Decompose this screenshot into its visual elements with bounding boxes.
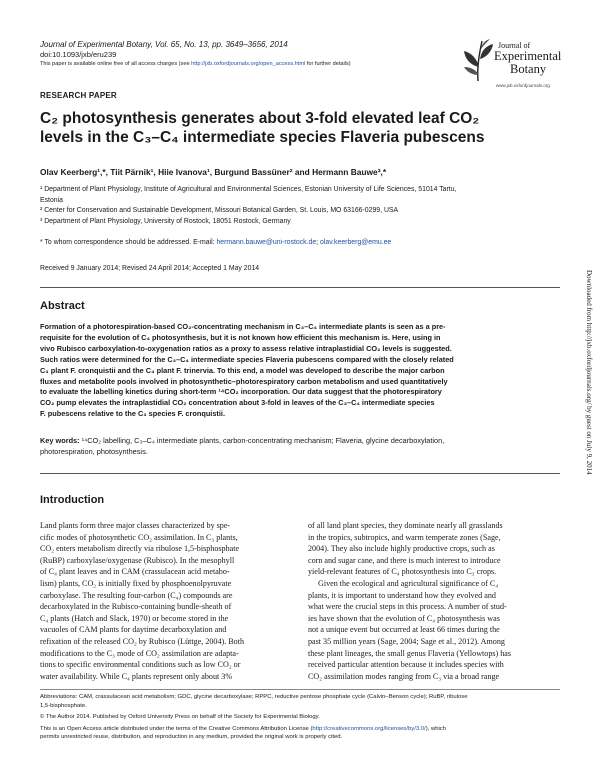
email-link-2[interactable]: olav.keerberg@emu.ee bbox=[320, 239, 392, 246]
abstract-line: Formation of a photorespiration-based CO₂-concentrating mechanism in C₃–C₄ intermediate plants is seen as a pre- bbox=[40, 322, 446, 331]
affiliation-1-cont: Estonia bbox=[40, 196, 63, 204]
download-side-note: Downloaded from http://jxb.oxfordjournals.org/ by guest on July 9, 2014 bbox=[585, 270, 593, 475]
intro-line: CO₂ assimilation modes ranging from C₃ via a broad range bbox=[308, 671, 500, 681]
copyright: © The Author 2014. Published by Oxford University Press on behalf of the Society for Experimental Biology. bbox=[40, 714, 320, 720]
intro-line: in the tropics, subtropics, and warm temperate zones (Sage, bbox=[308, 532, 501, 542]
affiliation-1: ¹ Department of Plant Physiology, Institute of Agricultural and Environmental Sciences, Estonian University of Life Sciences, 51014 Tartu, bbox=[40, 186, 457, 193]
logo-url: www.jxb.oxfordjournals.org bbox=[496, 83, 550, 88]
intro-line: yield-relevant features of C₄ photosynthesis into C₃ crops. bbox=[308, 567, 497, 577]
intro-line: not a unique event but occurred at least 66 times during the bbox=[308, 625, 500, 635]
license-line-2: permits unrestricted reuse, distribution, and reproduction in any medium, provided the original work is properly cited. bbox=[40, 734, 343, 740]
intro-line: refixation of the released CO₂ by Rubisco (Lüttge, 2004). Both bbox=[40, 636, 244, 646]
abstract-top-divider bbox=[40, 287, 560, 288]
intro-line: Land plants form three major classes characterized by spe- bbox=[40, 521, 231, 530]
keywords-line-2: photorespiration, photosynthesis. bbox=[40, 447, 148, 456]
intro-line: tions to specific environmental conditions such as low CO₂ or bbox=[40, 660, 241, 670]
abstract-line: vivo Rubisco carboxylation-to-oxygenation ratios as a proxy to assess relative intraplastidial CO₂ levels is suggested. bbox=[40, 343, 452, 353]
abstract-line: Such ratios were determined for the C₃–C₄ intermediate species Flaveria pubescens compared with the closely related bbox=[40, 354, 454, 364]
license-link[interactable]: http://creativecommons.org/licenses/by/3.0/ bbox=[312, 725, 426, 732]
keywords-line-1: ¹⁴CO₂ labelling, C₃–C₄ intermediate plants, carbon-concentrating mechanism; Flaveria, glycine decarboxylation, bbox=[81, 436, 445, 445]
correspondence: * To whom correspondence should be addressed. E-mail: hermann.bauwe@uni-rostock.de; olav.keerberg@emu.ee bbox=[40, 239, 392, 246]
logo-line1: Journal of bbox=[498, 41, 531, 50]
intro-line: (RuBP) carboxylase/oxygenase (Rubisco). In the mesophyll bbox=[40, 555, 235, 565]
footnote-divider bbox=[40, 689, 560, 690]
open-access-link[interactable]: http://jxb.oxfordjournals.org/open_access.html bbox=[191, 61, 306, 67]
logo-line3: Botany bbox=[510, 62, 547, 76]
plant-logo-icon bbox=[460, 37, 496, 83]
email-link-1[interactable]: hermann.bauwe@uni-rostock.de bbox=[216, 239, 317, 246]
abstract-line: F. pubescens relative to the C₃ species F. cronquistii. bbox=[40, 409, 226, 419]
intro-line: lism) plants, CO₂ is initially fixed by phosphoenolpyruvate bbox=[40, 578, 232, 588]
access-note: This paper is available online free of all access charges (see http://jxb.oxfordjournals.org/open_access.html for further details) bbox=[40, 61, 351, 67]
intro-line: of C₄ plant leaves and in CAM (crassulacean acid metabo- bbox=[40, 567, 230, 577]
intro-line: of all land plant species, they dominate nearly all grasslands bbox=[308, 521, 503, 530]
abstract-heading: Abstract bbox=[40, 300, 85, 312]
page-title bbox=[40, 109, 560, 147]
section-label: RESEARCH PAPER bbox=[40, 91, 117, 100]
intro-line: past 35 million years (Sage, 2004; Sage et al., 2012). Among bbox=[308, 636, 505, 646]
affiliation-3: ³ Department of Plant Physiology, University of Rostock, 18051 Rostock, Germany bbox=[40, 217, 291, 225]
abbreviations-cont: 1,5-bisphosphate. bbox=[40, 702, 87, 709]
keywords-label: Key words: bbox=[40, 436, 80, 445]
affiliation-2: ² Center for Conservation and Sustainable Development, Missouri Botanical Garden, St. Louis, MO 63166-0299, USA bbox=[40, 207, 399, 214]
intro-column-left bbox=[40, 520, 302, 682]
abstract-bottom-divider bbox=[40, 473, 560, 474]
logo-line2: Experimental bbox=[494, 49, 562, 63]
intro-line: plants, it is important to understand how they evolved and bbox=[308, 590, 496, 600]
doi: doi:10.1093/jxb/eru239 bbox=[40, 50, 117, 59]
intro-line: C₄ plants (Hatch and Slack, 1970) or become stored in the bbox=[40, 613, 229, 623]
intro-line: what were the crucial steps in this process. A number of stud- bbox=[308, 602, 507, 612]
abstract-line: requisite for the evolution of C₄ photosynthesis, but it is not known how efficient this mechanism is. Here, using in bbox=[40, 332, 441, 342]
intro-line: Given the ecological and agricultural significance of C₄ bbox=[318, 578, 499, 588]
keywords bbox=[40, 435, 570, 457]
journal-header bbox=[40, 40, 420, 69]
abstract-line: CO₂ pump elevates the intraplastidial CO₂ concentration about 3-fold in leaves of the C₃–C₄ intermediate species bbox=[40, 398, 435, 408]
title-line-2: levels in the C₃–C₄ intermediate species Flaveria pubescens bbox=[40, 129, 485, 146]
intro-line: water availability. While C₄ plants represent only about 3% bbox=[40, 671, 233, 681]
license-line-1: This is an Open Access article distributed under the terms of the Creative Commons Attribution License (http://creativecommons.org/licenses/by/3.0/), which bbox=[40, 725, 446, 732]
journal-logo bbox=[460, 33, 560, 95]
intro-line: corn and sugar cane, and there is much interest to introduce bbox=[308, 555, 501, 565]
intro-line: ies have shown that the evolution of C₄ photosynthesis was bbox=[308, 613, 500, 623]
intro-line: CO₂ enters metabolism directly via ribulose 1,5-bisphosphate bbox=[40, 544, 240, 554]
introduction-heading: Introduction bbox=[40, 494, 105, 506]
intro-line: modifications to the C₃ mode of CO₂ assimilation are adapta- bbox=[40, 648, 239, 658]
received-dates: Received 9 January 2014; Revised 24 April 2014; Accepted 1 May 2014 bbox=[40, 265, 260, 272]
abstract-line: fluxes and metabolite pools involved in photosynthetic–photorespiratory carbon metabolism and used quantitatively bbox=[40, 376, 448, 386]
intro-line: vacuoles of CAM plants for daytime decarboxylation and bbox=[40, 625, 227, 635]
intro-column-right bbox=[308, 520, 570, 682]
abstract-body bbox=[40, 322, 570, 420]
abbreviations: Abbreviations: CAM, crassulacean acid metabolism; GDC, glycine decarboxylase; RPPC, reductive pentose phosphate cycle (Calvin–Benson cycle); RuBP, ribulose bbox=[40, 694, 468, 700]
intro-line: 2004). They also include highly productive crops, such as bbox=[308, 544, 495, 554]
footnotes bbox=[40, 693, 570, 742]
abstract-line: C₃ plant F. cronquistii and the C₄ plant F. trinervia. To this end, a model was developed to describe the major carbon bbox=[40, 365, 445, 375]
intro-line: received particular attention because it includes species with bbox=[308, 660, 504, 670]
intro-line: cific modes of photosynthetic CO₂ assimilation. In C₃ plants, bbox=[40, 532, 238, 542]
affiliations bbox=[40, 185, 570, 227]
abstract-line: to evaluate the labelling kinetics during short-term ¹⁴CO₂ incorporation. Our data suggest that the photorespiratory bbox=[40, 387, 442, 397]
intro-line: these plant lineages, the small genus Flaveria (Yellowtops) has bbox=[308, 648, 512, 658]
authors: Olav Keerberg¹,*, Tiit Pärnik¹, Hiie Ivanova¹, Burgund Bassüner² and Hermann Bauwe³,* bbox=[40, 167, 387, 177]
intro-line: decarboxylated in the Rubisco-containing bundle-sheath of bbox=[40, 602, 232, 612]
title-line-1: C₂ photosynthesis generates about 3-fold elevated leaf CO₂ bbox=[40, 110, 480, 127]
citation: Journal of Experimental Botany, Vol. 65, No. 13, pp. 3649–3656, 2014 bbox=[40, 40, 288, 49]
intro-line: carboxylase. The resulting four-carbon (C₄) compounds are bbox=[40, 590, 233, 600]
